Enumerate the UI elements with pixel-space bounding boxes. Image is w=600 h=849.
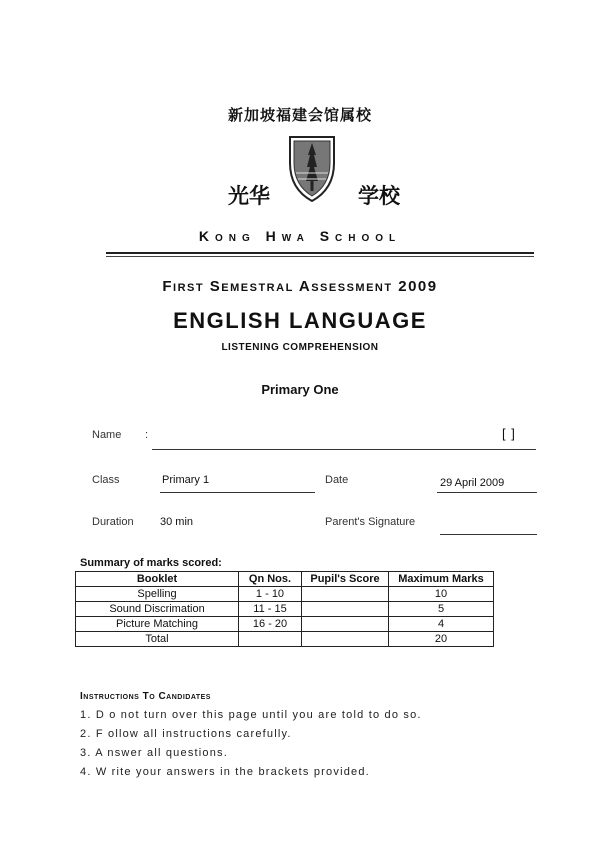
paper-title: LISTENING COMPREHENSION — [221, 342, 379, 353]
table-row — [76, 602, 494, 617]
instruction-item: 2. F ollow all instructions carefully. — [80, 728, 292, 740]
duration-value: 30 min — [160, 516, 194, 528]
qn-cell: 11 - 15 — [239, 602, 302, 617]
table-row — [76, 587, 494, 602]
header-rule-thin — [106, 256, 534, 257]
duration-label: Duration — [92, 516, 134, 528]
table-header-row — [76, 572, 494, 587]
class-field[interactable] — [160, 492, 315, 493]
qn-cell: 1 - 10 — [239, 587, 302, 602]
score-cell — [302, 617, 389, 632]
header-rule — [106, 252, 534, 254]
max-cell: 4 — [389, 617, 494, 632]
name-separator: : — [145, 429, 149, 441]
table-total-row — [76, 632, 494, 647]
name-field[interactable] — [152, 449, 536, 450]
booklet-cell: Sound Discrimation — [76, 602, 239, 617]
signature-field[interactable] — [440, 534, 537, 535]
booklet-cell: Picture Matching — [76, 617, 239, 632]
column-header: Booklet — [76, 572, 239, 587]
instruction-item: 3. A nswer all questions. — [80, 747, 229, 759]
date-value: 29 April 2009 — [440, 477, 505, 489]
affiliation-chinese: 新加坡福建会馆属校 — [227, 106, 372, 124]
max-cell: 5 — [389, 602, 494, 617]
date-label: Date — [325, 474, 349, 486]
name-brackets: [ ] — [502, 426, 516, 441]
assessment-title: First Semestral Assessment 2009 — [162, 278, 438, 295]
table-row — [76, 617, 494, 632]
total-max-cell: 20 — [389, 632, 494, 647]
school-crest-icon — [286, 133, 338, 203]
instruction-item: 4. W rite your answers in the brackets provided. — [80, 766, 370, 778]
school-chinese-name-right: 学校 — [358, 184, 400, 208]
level-title: Primary One — [261, 382, 339, 397]
school-name: Kong Hwa School — [198, 228, 402, 244]
max-cell: 10 — [389, 587, 494, 602]
score-cell — [302, 602, 389, 617]
booklet-cell: Spelling — [76, 587, 239, 602]
school-chinese-name-left: 光华 — [228, 184, 270, 208]
name-label: Name — [92, 429, 122, 441]
score-cell — [302, 632, 389, 647]
instructions-heading: Instructions To Candidates — [80, 691, 211, 702]
subject-title: ENGLISH LANGUAGE — [173, 308, 427, 333]
class-value: Primary 1 — [162, 474, 210, 486]
score-cell — [302, 587, 389, 602]
column-header: Qn Nos. — [239, 572, 302, 587]
marks-summary-table — [75, 571, 494, 647]
instruction-item: 1. D o not turn over this page until you are told to do so. — [80, 709, 422, 721]
qn-cell: 16 - 20 — [239, 617, 302, 632]
summary-label: Summary of marks scored: — [80, 557, 222, 569]
column-header: Maximum Marks — [389, 572, 494, 587]
total-label-cell: Total — [76, 632, 239, 647]
signature-label: Parent's Signature — [325, 516, 416, 528]
class-label: Class — [92, 474, 120, 486]
column-header: Pupil's Score — [302, 572, 389, 587]
qn-cell — [239, 632, 302, 647]
date-field[interactable] — [437, 492, 537, 493]
